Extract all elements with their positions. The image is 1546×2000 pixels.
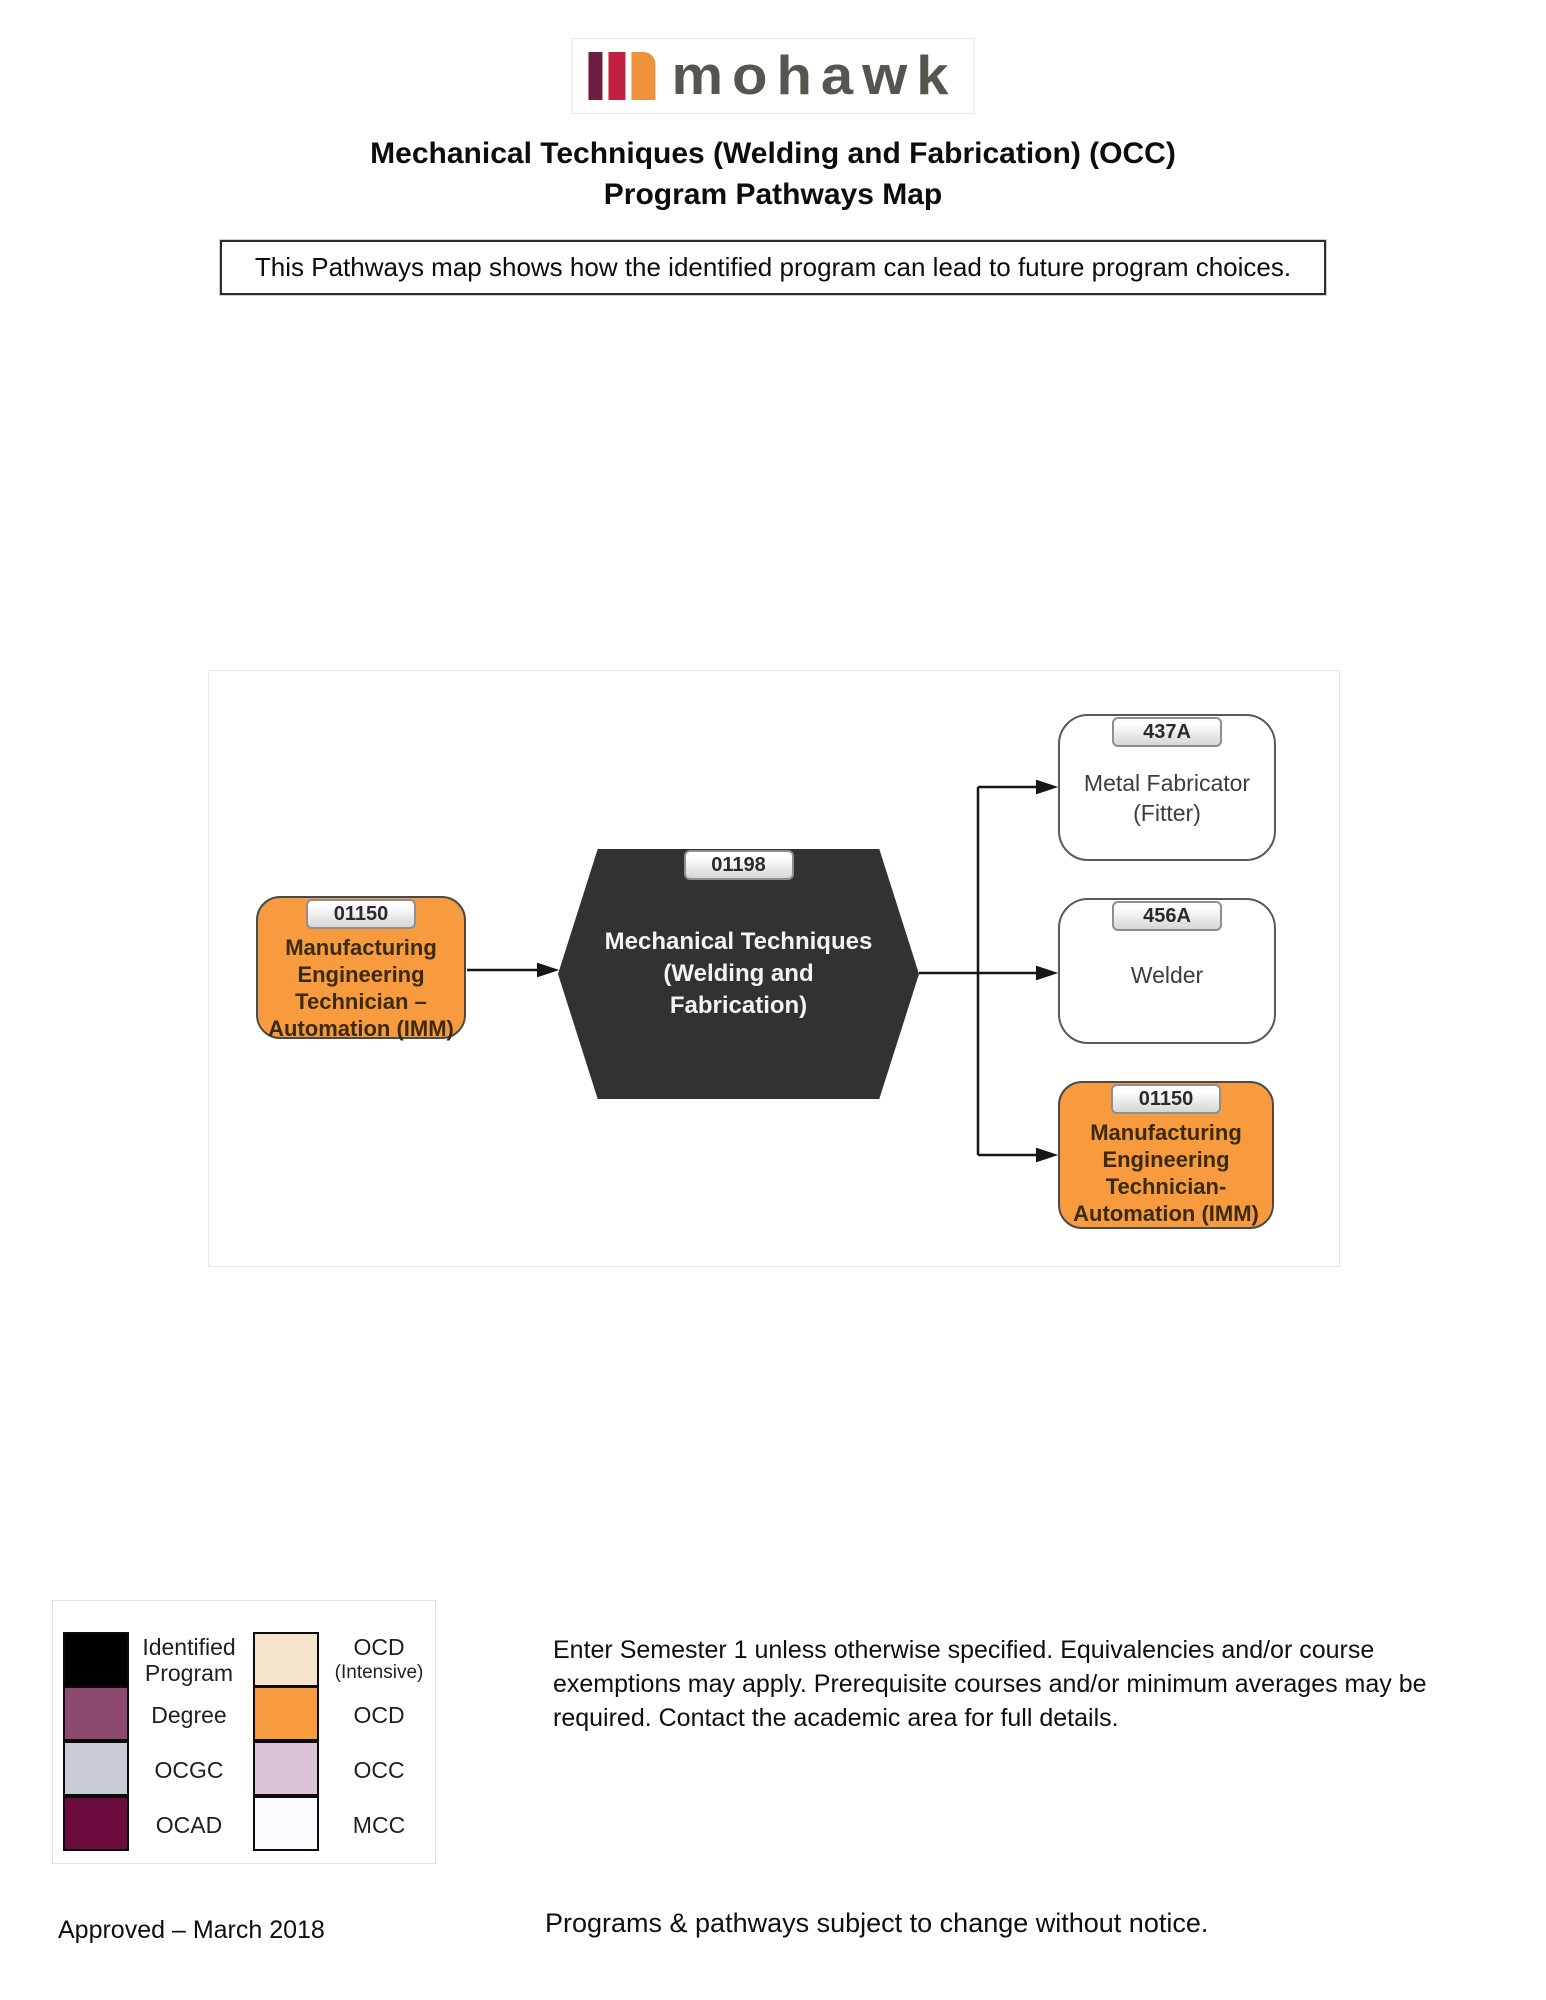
legend-label: [319, 1702, 439, 1728]
legend-item-ocd-intensive: [253, 1632, 439, 1687]
node-code-badge: 437A: [1112, 717, 1222, 747]
legend-column-right: [253, 1632, 439, 1852]
legend-swatch: [63, 1686, 129, 1741]
logo-bar-orange: [631, 52, 655, 100]
legend-item-mcc: [253, 1797, 439, 1852]
node-label: Mechanical Techniques (Welding and Fabrication): [604, 928, 873, 1019]
legend-label-sub: (Intensive): [334, 1661, 424, 1683]
legend-label: [319, 1812, 439, 1838]
legend-item-degree: [63, 1687, 249, 1742]
node-code-badge: 01150: [306, 899, 416, 929]
legend-swatch: [63, 1632, 129, 1687]
legend-label-main: OCD: [353, 1701, 405, 1728]
node-code-badge: 456A: [1112, 901, 1222, 931]
page-title: [0, 133, 1546, 215]
node-label: Welder: [1130, 962, 1204, 988]
semester-note: Enter Semester 1 unless otherwise specified. Equivalencies and/or course exemptions may apply. Prerequisite courses and/or minimum averages may be required. Contact the academic area for full details.: [553, 1636, 1427, 1732]
node-metal-fabricator: [1058, 714, 1276, 861]
legend-swatch: [253, 1632, 319, 1687]
legend-item-ocgc: [63, 1742, 249, 1797]
logo-bar-crimson: [608, 52, 625, 100]
legend-swatch: [253, 1796, 319, 1851]
legend-label-main: OCD: [353, 1633, 405, 1660]
legend-label-main: MCC: [352, 1811, 406, 1838]
approved-date: Approved – March 2018: [58, 1916, 325, 1944]
legend-label: Identified Program: [142, 1633, 236, 1686]
mohawk-logo-bars-icon: [588, 52, 655, 100]
legend-label: [319, 1634, 439, 1686]
node-label: Manufacturing Engineering Technician- Automation (IMM): [1073, 1120, 1259, 1226]
legend-label: OCAD: [155, 1811, 223, 1838]
legend-item-ocad: [63, 1797, 249, 1852]
logo-bar-maroon: [588, 52, 602, 100]
legend-swatch: [63, 1796, 129, 1851]
credential-legend: [52, 1600, 436, 1864]
page-title-line2: Program Pathways Map: [603, 178, 943, 211]
node-label: Metal Fabricator (Fitter): [1083, 770, 1251, 826]
legend-label: Degree: [151, 1701, 227, 1728]
node-code-badge: 01150: [1111, 1084, 1221, 1114]
node-welder: [1058, 898, 1276, 1044]
legend-swatch: [63, 1741, 129, 1796]
page-title-line1: Mechanical Techniques (Welding and Fabrication) (OCC): [370, 137, 1176, 170]
node-label: Manufacturing Engineering Technician – Automation (IMM): [268, 935, 454, 1041]
legend-item-occ: [253, 1742, 439, 1797]
legend-item-identified-program: [63, 1632, 249, 1687]
node-manufacturing-eng-tech-source: [256, 896, 466, 1039]
legend-label: [319, 1757, 439, 1783]
node-code-badge: 01198: [684, 850, 794, 880]
footer-disclaimer: Programs & pathways subject to change without notice.: [545, 1908, 1209, 1938]
legend-swatch: [253, 1741, 319, 1796]
legend-label-main: OCC: [353, 1756, 405, 1783]
node-identified-program-hexagon: [558, 849, 919, 1099]
legend-label: OCGC: [154, 1756, 224, 1783]
mohawk-logo: [571, 38, 974, 114]
pathways-diagram: [208, 670, 1340, 1267]
legend-item-ocd: [253, 1687, 439, 1742]
intro-note-box: This Pathways map shows how the identified program can lead to future program choices.: [220, 240, 1326, 295]
node-manufacturing-eng-tech-target: [1058, 1081, 1274, 1229]
mohawk-wordmark: mohawk: [671, 44, 958, 107]
legend-column-left: [63, 1632, 249, 1852]
legend-swatch: [253, 1686, 319, 1741]
